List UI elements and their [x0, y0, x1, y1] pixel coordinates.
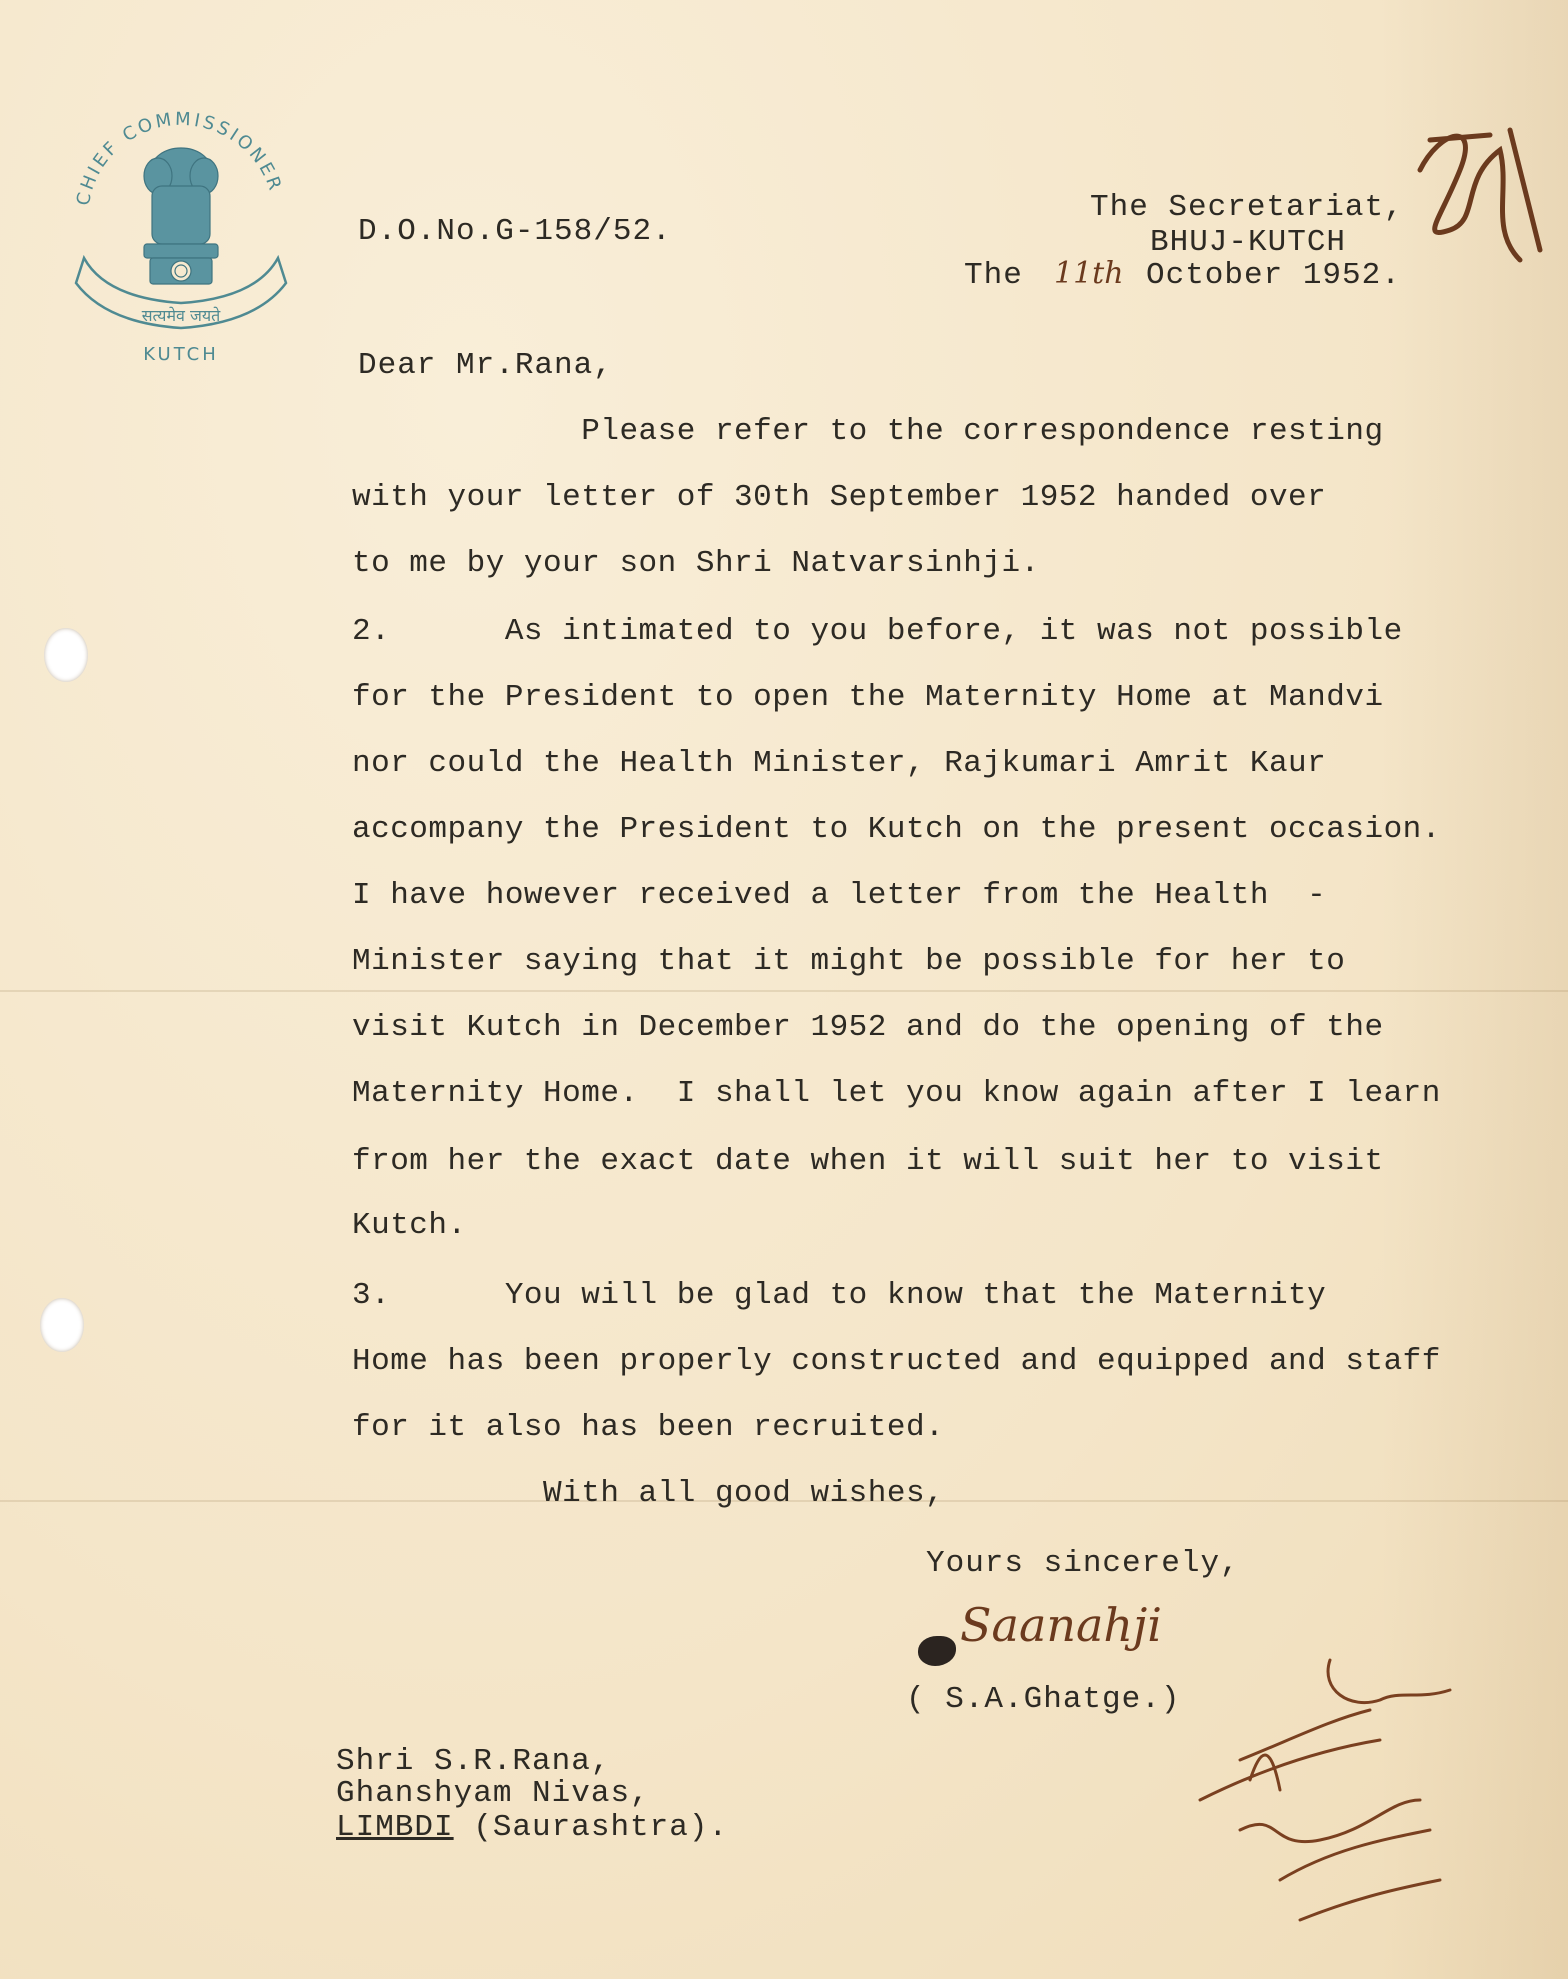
- body-line: from her the exact date when it will suit her to visit: [352, 1144, 1384, 1179]
- date-day-handwritten: 11th: [1054, 256, 1124, 291]
- body-line: Minister saying that it might be possible for her to: [352, 944, 1346, 979]
- body-line: visit Kutch in December 1952 and do the opening of the: [352, 1010, 1384, 1045]
- address-line-bhuj-kutch: BHUJ-KUTCH: [1150, 225, 1347, 260]
- body-line: Maternity Home. I shall let you know again after I learn: [352, 1076, 1441, 1111]
- recipient-residence: Ghanshyam Nivas,: [336, 1776, 650, 1811]
- signatory-name: ( S.A.Ghatge.): [906, 1682, 1181, 1717]
- paper-fold-line: [0, 990, 1568, 992]
- signature-handwritten: Saanahji: [960, 1598, 1163, 1652]
- reference-number: D.O.No.G-158/52.: [358, 214, 672, 249]
- seal-motto: सत्यमेव जयते: [141, 306, 221, 325]
- body-line: 3. You will be glad to know that the Maternity: [352, 1278, 1327, 1313]
- chief-commissioner-seal: [66, 98, 296, 368]
- body-line: for it also has been recruited.: [352, 1410, 945, 1445]
- handwritten-initials: [1400, 110, 1550, 280]
- body-line: to me by your son Shri Natvarsinhji.: [352, 546, 1040, 581]
- handwritten-annotation: [1180, 1650, 1460, 1950]
- recipient-name: Shri S.R.Rana,: [336, 1744, 611, 1779]
- punch-hole: [44, 628, 88, 682]
- date-prefix: The: [964, 258, 1023, 293]
- valediction: Yours sincerely,: [926, 1546, 1240, 1581]
- salutation: Dear Mr.Rana,: [358, 348, 613, 383]
- seal-bottom-text: KUTCH: [143, 344, 219, 365]
- body-line: for the President to open the Maternity Home at Mandvi: [352, 680, 1384, 715]
- body-line: I have however received a letter from the Health -: [352, 878, 1327, 913]
- recipient-city-line: [336, 1810, 728, 1845]
- punch-hole: [40, 1298, 84, 1352]
- body-line: With all good wishes,: [352, 1476, 945, 1511]
- body-line: nor could the Health Minister, Rajkumari Amrit Kaur: [352, 746, 1327, 781]
- seal-top-text: CHIEF COMMISSIONER: [72, 108, 287, 208]
- body-line: Please refer to the correspondence resting: [352, 414, 1384, 449]
- body-line: 2. As intimated to you before, it was not possible: [352, 614, 1403, 649]
- body-line: Home has been properly constructed and equipped and staff: [352, 1344, 1441, 1379]
- body-line: with your letter of 30th September 1952 handed over: [352, 480, 1327, 515]
- body-line: accompany the President to Kutch on the present occasion.: [352, 812, 1441, 847]
- body-line: Kutch.: [352, 1208, 467, 1243]
- date-month-year: October 1952.: [1146, 258, 1401, 293]
- recipient-city: LIMBDI: [336, 1810, 454, 1845]
- recipient-region: (Saurashtra).: [453, 1810, 729, 1845]
- ink-blot: [918, 1636, 956, 1666]
- address-line-secretariat: The Secretariat,: [1090, 190, 1404, 225]
